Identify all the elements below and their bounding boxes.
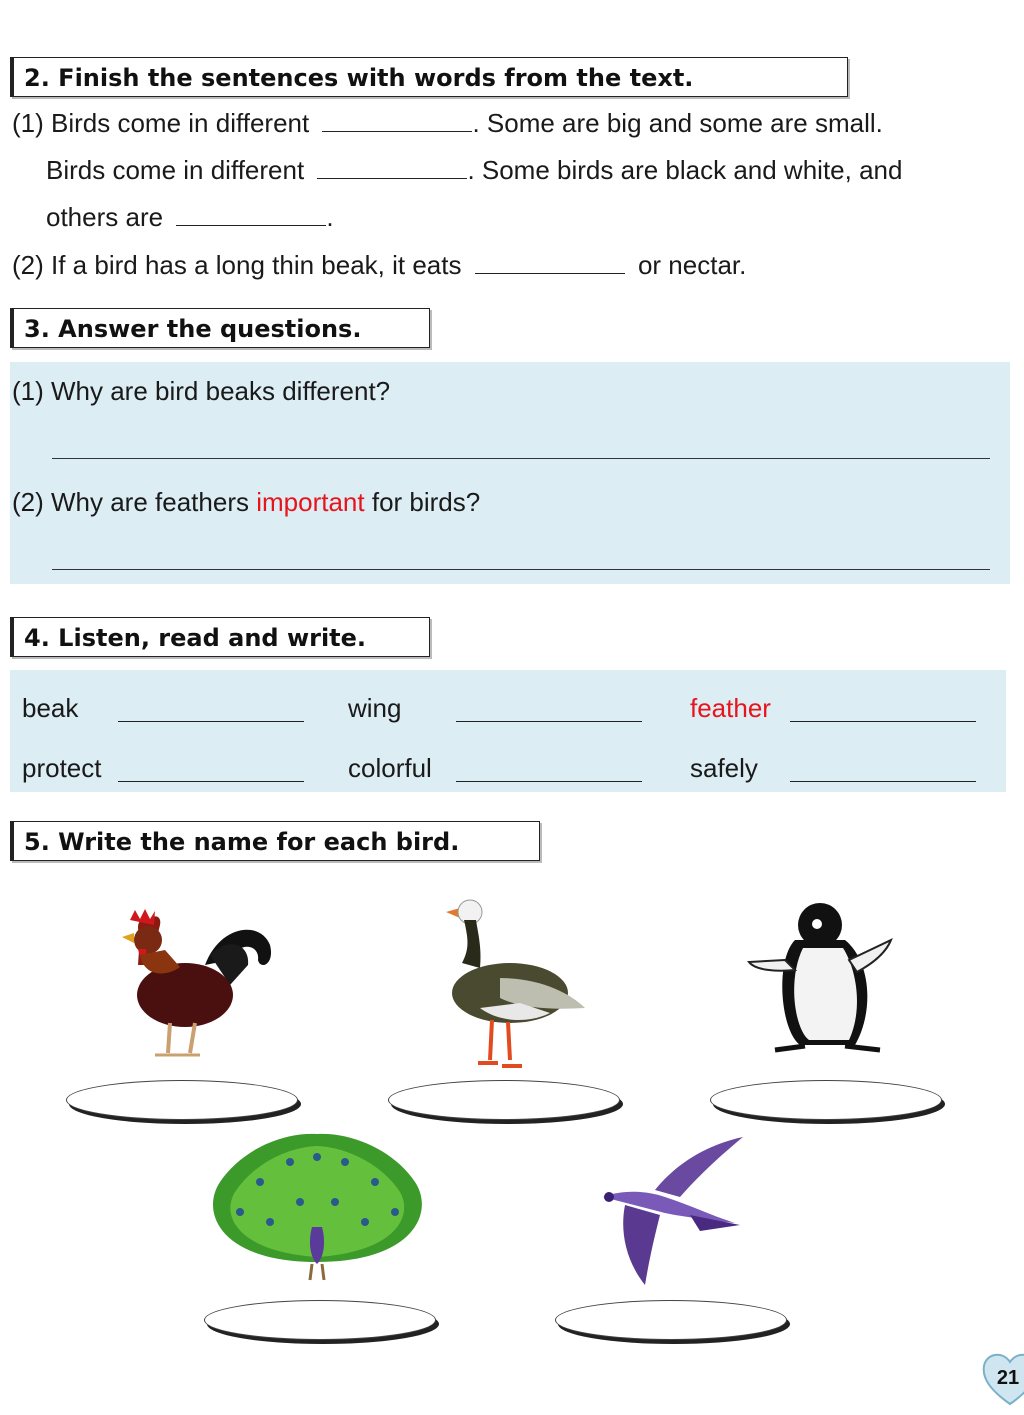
word-wing: wing xyxy=(348,693,402,723)
name-oval-peacock[interactable] xyxy=(204,1300,436,1340)
page-number: 21 xyxy=(996,1367,1020,1389)
answer-line-2[interactable] xyxy=(52,569,990,570)
section-5-heading: 5. Write the name for each bird. xyxy=(10,821,540,861)
answer-blank[interactable] xyxy=(176,205,326,226)
sentence-2 xyxy=(12,249,746,281)
swallow-icon xyxy=(595,1135,745,1290)
word-blank[interactable] xyxy=(118,721,304,722)
rooster-icon xyxy=(110,905,280,1065)
sentence-text: or nectar. xyxy=(637,250,747,280)
sentence-1-line-1 xyxy=(12,107,883,139)
sentence-text: . Some are big and some are small. xyxy=(472,108,883,138)
section-2-heading: 2. Finish the sentences with words from the text. xyxy=(10,57,848,97)
word-safely: safely xyxy=(690,753,758,783)
words-panel xyxy=(10,670,1006,792)
item-number: (1) xyxy=(12,108,44,138)
answer-blank[interactable] xyxy=(317,158,467,179)
word-beak: beak xyxy=(22,693,79,723)
name-oval-rooster[interactable] xyxy=(66,1080,298,1120)
sentence-text: for birds? xyxy=(371,487,481,517)
sentence-1-line-3 xyxy=(46,201,334,233)
word-blank[interactable] xyxy=(456,781,642,782)
question-2 xyxy=(12,486,480,518)
page-number-heart-icon xyxy=(980,1348,1024,1408)
sentence-1-line-2 xyxy=(46,154,902,186)
peacock-icon xyxy=(200,1132,435,1282)
question-1: (1) Why are bird beaks different? xyxy=(12,376,391,406)
answer-blank[interactable] xyxy=(322,111,472,132)
name-oval-penguin[interactable] xyxy=(710,1080,942,1120)
answer-blank[interactable] xyxy=(475,253,625,274)
section-3-heading: 3. Answer the questions. xyxy=(10,308,430,348)
word-feather: feather xyxy=(690,693,771,723)
sentence-text: Birds come in different xyxy=(51,108,310,138)
sentence-text: . xyxy=(326,202,334,232)
sentence-text: others are xyxy=(46,202,164,232)
word-blank[interactable] xyxy=(456,721,642,722)
sentence-text: If a bird has a long thin beak, it eats xyxy=(51,250,462,280)
sentence-text: . Some birds are black and white, and xyxy=(467,155,903,185)
word-protect: protect xyxy=(22,753,102,783)
answer-line-1[interactable] xyxy=(52,458,990,459)
word-blank[interactable] xyxy=(790,721,976,722)
name-oval-swallow[interactable] xyxy=(555,1300,787,1340)
sentence-text: Birds come in different xyxy=(46,155,305,185)
penguin-icon xyxy=(745,900,895,1060)
sentence-text: (2) Why are feathers xyxy=(12,487,249,517)
word-blank[interactable] xyxy=(118,781,304,782)
section-4-heading: 4. Listen, read and write. xyxy=(10,617,430,657)
word-colorful: colorful xyxy=(348,753,432,783)
highlight-word: important xyxy=(256,487,365,517)
item-number: (2) xyxy=(12,250,44,280)
goose-icon xyxy=(440,898,590,1073)
name-oval-goose[interactable] xyxy=(388,1080,620,1120)
word-blank[interactable] xyxy=(790,781,976,782)
